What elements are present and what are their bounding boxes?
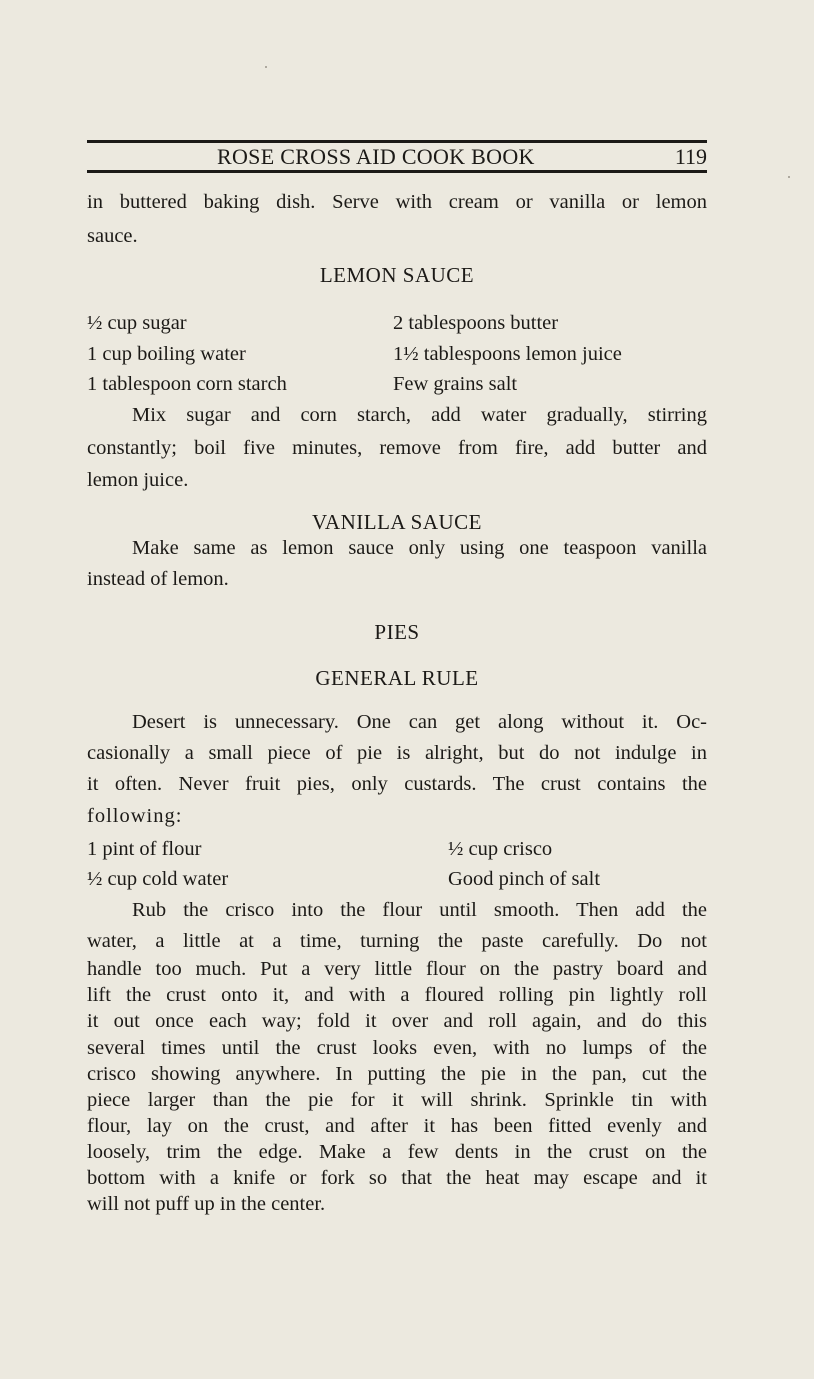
ingredient: 1 pint of flour bbox=[87, 838, 202, 860]
paper-speck bbox=[265, 66, 267, 68]
section-heading-vanilla-sauce: VANILLA SAUCE bbox=[311, 510, 483, 534]
header-rule-bottom bbox=[87, 170, 707, 173]
text-line: it often. Never fruit pies, only custards. The crust contains the bbox=[87, 773, 707, 795]
text-line: flour, lay on the crust, and after it has been fitted evenly and bbox=[87, 1115, 707, 1137]
text-line: in buttered baking dish. Serve with cream or vanilla or lemon bbox=[87, 191, 707, 213]
ingredient: 1 tablespoon corn starch bbox=[87, 373, 287, 395]
text-line: handle too much. Put a very little flour on the pastry board and bbox=[87, 958, 707, 980]
text-line: following: bbox=[87, 805, 183, 827]
subheading-general-rule: GENERAL RULE bbox=[315, 666, 479, 690]
ingredient: 2 tablespoons butter bbox=[393, 312, 559, 334]
section-heading-pies: PIES bbox=[374, 620, 420, 644]
book-title: ROSE CROSS AID COOK BOOK bbox=[217, 144, 535, 169]
ingredient: Few grains salt bbox=[393, 373, 518, 395]
page-number: 119 bbox=[674, 144, 707, 169]
text-line: lemon juice. bbox=[87, 469, 189, 491]
text-line: sauce. bbox=[87, 225, 138, 247]
text-line: lift the crust onto it, and with a floured rolling pin lightly roll bbox=[87, 984, 707, 1006]
text-line: Rub the crisco into the flour until smooth. Then add the bbox=[132, 899, 707, 921]
text-line: it out once each way; fold it over and roll again, and do this bbox=[87, 1010, 707, 1032]
text-line: constantly; boil five minutes, remove from fire, add butter and bbox=[87, 437, 707, 459]
text-line: instead of lemon. bbox=[87, 568, 229, 590]
text-line: Mix sugar and corn starch, add water gradually, stirring bbox=[132, 404, 707, 426]
paper-speck bbox=[788, 176, 790, 178]
ingredient: ½ cup crisco bbox=[448, 838, 553, 860]
ingredient: 1½ tablespoons lemon juice bbox=[393, 343, 622, 365]
text-line: Desert is unnecessary. One can get along without it. Oc- bbox=[132, 711, 707, 733]
running-head bbox=[87, 143, 707, 170]
section-heading-lemon-sauce: LEMON SAUCE bbox=[319, 263, 475, 287]
text-line: bottom with a knife or fork so that the heat may escape and it bbox=[87, 1167, 707, 1189]
ingredient: 1 cup boiling water bbox=[87, 343, 246, 365]
ingredient: ½ cup sugar bbox=[87, 312, 187, 334]
ingredient: Good pinch of salt bbox=[448, 868, 601, 890]
text-line: will not puff up in the center. bbox=[87, 1193, 326, 1215]
text-line: piece larger than the pie for it will shrink. Sprinkle tin with bbox=[87, 1089, 707, 1111]
ingredient: ½ cup cold water bbox=[87, 868, 229, 890]
text-line: several times until the crust looks even, with no lumps of the bbox=[87, 1037, 707, 1059]
text-line: crisco showing anywhere. In putting the pie in the pan, cut the bbox=[87, 1063, 707, 1085]
text-line: casionally a small piece of pie is alright, but do not indulge in bbox=[87, 742, 707, 764]
text-line: water, a little at a time, turning the paste carefully. Do not bbox=[87, 930, 707, 952]
text-line: Make same as lemon sauce only using one teaspoon vanilla bbox=[132, 537, 707, 559]
text-line: loosely, trim the edge. Make a few dents in the crust on the bbox=[87, 1141, 707, 1163]
